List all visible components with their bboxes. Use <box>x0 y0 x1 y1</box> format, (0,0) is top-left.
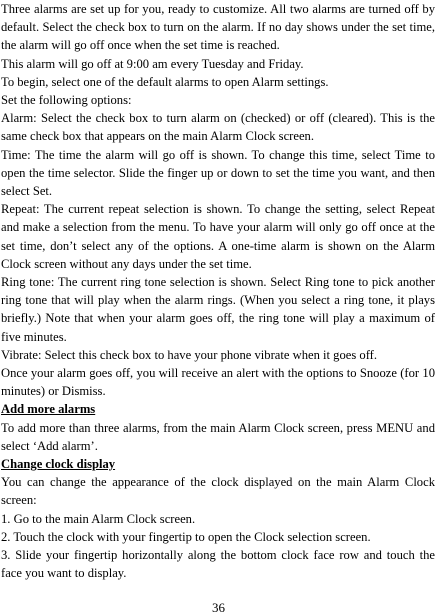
repeat-option-paragraph: Repeat: The current repeat selection is shown. To change the setting, select Repeat and make a selection from the menu. To have your alarm will only go off once at the set time, don’t select any of the options. A one-time alarm is shown on the Alarm Clock screen without any days under the set time. <box>1 202 435 271</box>
change-clock-step-3: 3. Slide your fingertip horizontally along the bottom clock face row and touch the face you want to display. <box>1 548 435 581</box>
options-intro-paragraph: Set the following options: <box>1 93 132 108</box>
change-clock-display-heading: Change clock display <box>1 457 116 472</box>
change-clock-step-2: 2. Touch the clock with your fingertip to open the Clock selection screen. <box>1 529 371 544</box>
vibrate-option-paragraph: Vibrate: Select this check box to have your phone vibrate when it goes off. <box>1 347 378 362</box>
alarm-goes-off-paragraph: Once your alarm goes off, you will receive an alert with the options to Snooze (for 10 minutes) or Dismiss. <box>1 366 435 399</box>
add-more-alarms-paragraph: To add more than three alarms, from the main Alarm Clock screen, press MENU and select ‘Add alarm’. <box>1 420 435 453</box>
change-clock-step-1: 1. Go to the main Alarm Clock screen. <box>1 511 196 526</box>
add-more-alarms-heading: Add more alarms <box>1 402 96 417</box>
page-number: 36 <box>212 600 225 615</box>
alarm-option-paragraph: Alarm: Select the check box to turn alarm on (checked) or off (cleared). This is the same check box that appears on the main Alarm Clock screen. <box>1 111 435 144</box>
time-option-paragraph: Time: The time the alarm will go off is shown. To change this time, select Time to open the time selector. Slide the finger up or down to set the time you want, and then select Set. <box>1 147 435 199</box>
change-clock-intro-paragraph: You can change the appearance of the clock displayed on the main Alarm Clock screen: <box>1 475 435 508</box>
begin-paragraph: To begin, select one of the default alarms to open Alarm settings. <box>1 74 329 89</box>
ring-tone-option-paragraph: Ring tone: The current ring tone selection is shown. Select Ring tone to pick another ring tone that will play when the alarm rings. (When you select a ring tone, it plays briefly.) Note that when your alarm goes off, the ring tone will play a maximum of five minutes. <box>1 275 435 344</box>
page-content <box>1 0 435 583</box>
intro-paragraph: Three alarms are set up for you, ready to customize. All two alarms are turned off by default. Select the check box to turn on the alarm. If no day shows under the set time, the alarm will go off once when the set time is reached. <box>1 2 435 53</box>
example-alarm-paragraph: This alarm will go off at 9:00 am every Tuesday and Friday. <box>1 56 304 71</box>
